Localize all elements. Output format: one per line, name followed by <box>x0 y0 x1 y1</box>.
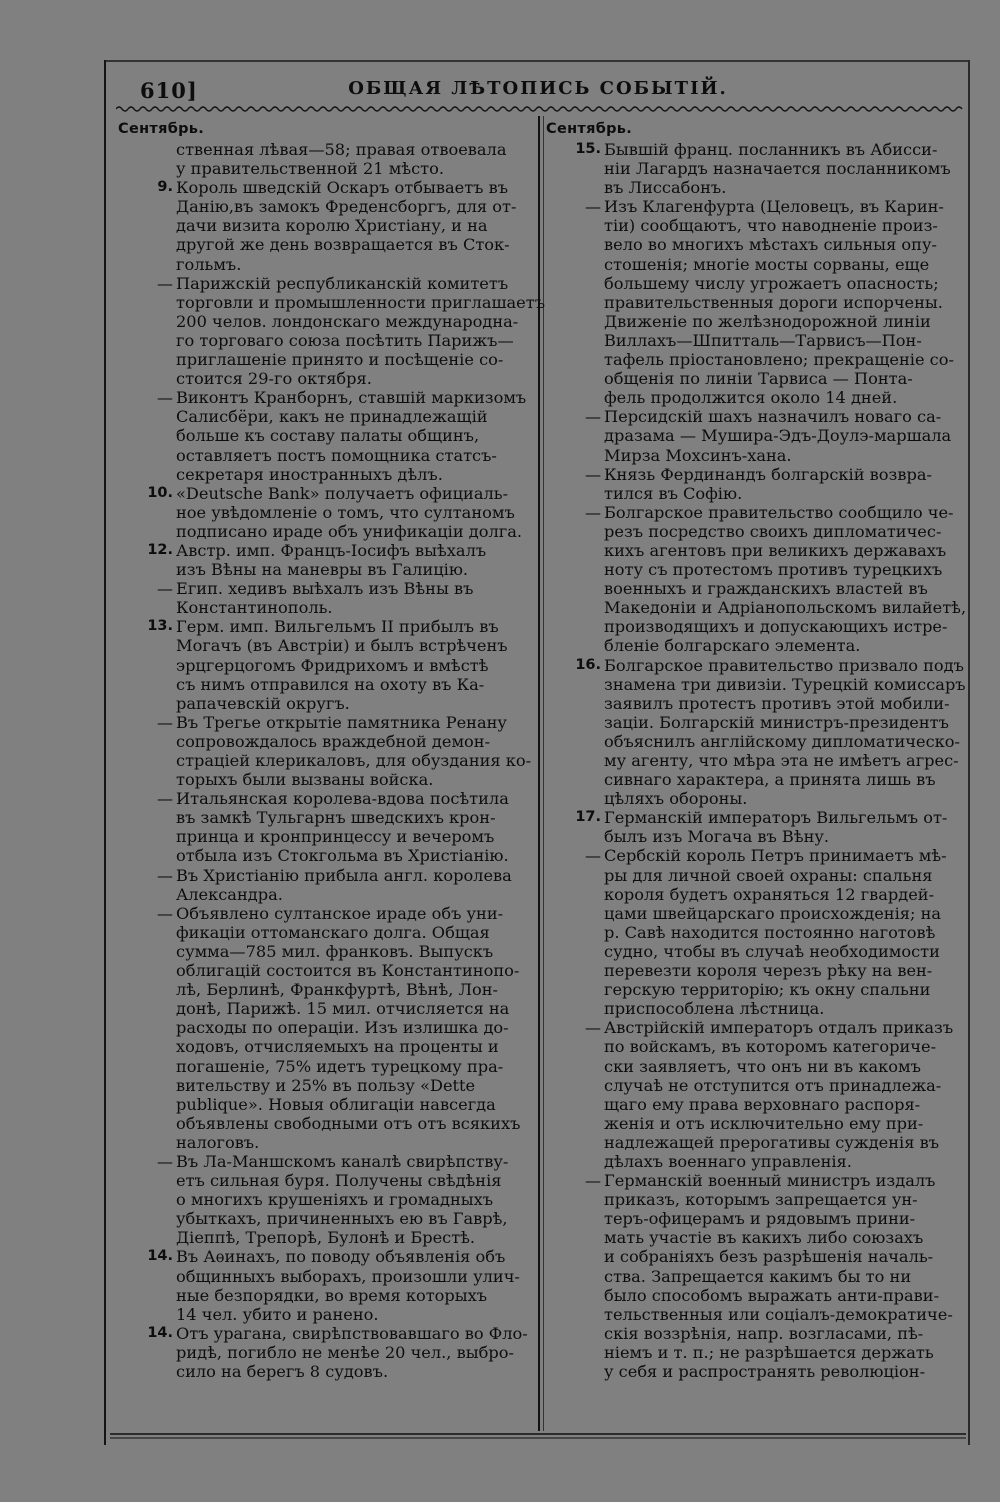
text-line: женія и отъ исключительно ему при- <box>604 1113 924 1133</box>
chronicle-entry <box>546 140 964 197</box>
entry-text <box>604 197 964 407</box>
text-line: Александра. <box>176 884 283 904</box>
text-line: отбыла изъ Стокгольма въ Христіанію. <box>176 846 509 866</box>
month-label: Сентябрь. <box>546 121 633 137</box>
text-line: Парижскій республиканскій комитетъ <box>176 273 509 293</box>
text-line: изъ Вѣны на маневры въ Галицію. <box>176 560 469 580</box>
chronicle-entry <box>118 541 538 579</box>
entry-date: 12. <box>147 541 173 558</box>
text-line: Егип. хедивъ выѣхалъ изъ Вѣны въ <box>176 579 474 599</box>
text-line: Болгарское правительство призвало подъ <box>604 655 964 675</box>
text-line: Македоніи и Адріанопольскомъ вилайетѣ, <box>604 598 967 618</box>
text-line: судно, чтобы въ случаѣ необходимости <box>604 941 940 961</box>
entry-date: 14. <box>147 1324 173 1341</box>
entry-dash: — <box>157 903 173 923</box>
text-line: налоговъ. <box>176 1132 260 1152</box>
text-line: ридѣ, погибло не менѣе 20 чел., выбро- <box>176 1342 514 1362</box>
chronicle-entry <box>546 808 964 846</box>
chronicle-entry <box>118 1324 538 1381</box>
entry-text <box>176 484 538 541</box>
entry-dash: — <box>585 502 601 522</box>
entry-text <box>604 1018 964 1171</box>
text-line: Въ Трегье открытіе памятника Ренану <box>176 712 507 732</box>
page-header <box>110 74 966 104</box>
text-line: сивнаго характера, а принята лишь въ <box>604 770 936 790</box>
entry-text <box>604 846 964 1018</box>
chronicle-entry <box>118 713 538 789</box>
text-line: Діеппѣ, Трепорѣ, Булонѣ и Брестѣ. <box>176 1228 476 1248</box>
entry-date: 13. <box>147 618 173 635</box>
text-line: «Deutsche Bank» получаетъ официаль- <box>176 483 509 503</box>
text-line: Король шведскій Оскаръ отбываетъ въ <box>176 178 509 198</box>
entry-text <box>176 789 538 865</box>
text-line: дразама — Мушира-Эдъ-Доулэ-маршала <box>604 426 952 446</box>
entry-dash: — <box>157 789 173 809</box>
entry-dash: — <box>585 1018 601 1038</box>
text-line: былъ изъ Могача въ Вѣну. <box>604 827 830 847</box>
text-line: подписано ираде объ унификаціи долга. <box>176 521 523 541</box>
entry-text <box>176 274 545 389</box>
text-line: р. Савѣ находится постоянно наготовѣ <box>604 922 936 942</box>
text-line: Итальянская королева-вдова посѣтила <box>176 789 509 809</box>
text-line: Германскій императоръ Вильгельмъ от- <box>604 808 948 828</box>
text-line: Герм. имп. Вильгельмъ II прибылъ въ <box>176 617 499 637</box>
chronicle-entry <box>118 388 538 483</box>
text-line: ніемъ и т. п.; не разрѣшается держать <box>604 1342 934 1362</box>
entry-text <box>176 904 538 1152</box>
text-line: заціи. Болгарскій министръ-президентъ <box>604 712 949 732</box>
text-line: страціей клерикаловъ, для обуздания ко- <box>176 751 532 770</box>
chronicle-entry <box>118 1247 538 1323</box>
text-line: было способомъ выражать анти-прави- <box>604 1285 940 1305</box>
text-line: вительству и 25% въ пользу «Dette <box>176 1075 476 1095</box>
chronicle-entry <box>546 465 964 503</box>
text-line: Въ Христіанію прибыла англ. королева <box>176 865 512 885</box>
entry-date: 9. <box>157 179 173 196</box>
text-line: Движеніе по желѣзнодорожной линіи <box>604 311 931 331</box>
chronicle-entry <box>118 866 538 904</box>
chronicle-entry <box>118 904 538 1152</box>
text-line: оставляетъ постъ помощника статсъ- <box>176 445 497 465</box>
text-line: общинныхъ выборахъ, произошли улич- <box>176 1266 520 1286</box>
text-line: эрцгерцогомъ Фридрихомъ и вмѣстѣ <box>176 655 489 675</box>
text-line: больше къ составу палаты общинъ, <box>176 426 480 446</box>
text-line: Въ Аѳинахъ, по поводу объявленія объ <box>176 1247 506 1267</box>
entry-dash: — <box>157 712 173 732</box>
chronicle-entry <box>546 1171 964 1381</box>
text-line: стошенія; многіе мосты сорваны, еще <box>604 254 930 274</box>
text-line: publique». Новыя облигаціи навсегда <box>176 1094 496 1114</box>
text-line: вело во многихъ мѣстахъ сильныя опу- <box>604 235 937 255</box>
text-line: другой же день возвращается въ Сток- <box>176 235 510 255</box>
right-column <box>546 118 967 1381</box>
text-line: надлежащей прерогативы сужденія въ <box>604 1132 939 1152</box>
entry-dash: — <box>585 846 601 866</box>
text-line: съ нимъ отправился на охоту въ Ка- <box>176 674 485 694</box>
text-line: ноту съ протестомъ противъ турецкихъ <box>604 560 943 580</box>
text-line: торыхъ были вызваны войска. <box>176 770 434 790</box>
text-line: му агенту, что мѣра эта не имѣетъ агрес- <box>604 751 959 770</box>
text-line: объявлены свободными отъ отъ всякихъ <box>176 1113 521 1133</box>
text-line: облигацій состоится въ Константинопо- <box>176 961 520 981</box>
chronicle-entry <box>546 502 967 656</box>
chronicle-entry <box>546 656 964 809</box>
text-line: Салисбёри, какъ не принадлежащій <box>176 407 488 427</box>
entry-date: 14. <box>147 1248 173 1265</box>
entry-text <box>604 465 964 503</box>
text-line: тафель пріостановлено; прекращеніе со- <box>604 350 954 370</box>
bottom-double-rule <box>110 1432 966 1440</box>
text-line: фикаціи оттоманскаго долга. Общая <box>176 922 490 942</box>
text-line: щаго ему права верховнаго распоря- <box>604 1094 921 1114</box>
chronicle-entry <box>546 846 964 1018</box>
entry-text <box>604 407 964 464</box>
left-column <box>118 118 546 1381</box>
text-line: 200 челов. лондонскаго международна- <box>176 311 519 331</box>
text-line: стоится 29-го октября. <box>176 369 372 389</box>
text-line: Отъ урагана, свирѣпствовавшаго во Фло- <box>176 1323 528 1343</box>
text-line: донѣ, Парижѣ. 15 мил. отчисляется на <box>176 999 510 1019</box>
text-line: резъ посредство своихъ дипломатичес- <box>604 521 942 541</box>
frame-left-border <box>104 60 106 1445</box>
chronicle-entry <box>118 140 538 178</box>
text-line: у правительственной 21 мѣсто. <box>176 159 444 179</box>
entry-dash: — <box>157 1151 173 1171</box>
chronicle-entry <box>546 1018 964 1171</box>
text-line: Австр. имп. Францъ-Іосифъ выѣхалъ <box>176 540 487 560</box>
text-line: рапачевскій округъ. <box>176 693 350 713</box>
entry-date: 17. <box>575 809 601 826</box>
text-line: фель продолжится около 14 дней. <box>604 388 898 408</box>
text-line: общенія по линіи Тарвиса — Понта- <box>604 369 913 389</box>
entry-text <box>604 656 966 809</box>
text-line: сопровождалось враждебной демон- <box>176 731 491 751</box>
text-line: о многихъ крушеніяхъ и громадныхъ <box>176 1190 494 1210</box>
entry-text <box>176 1152 538 1247</box>
text-line: принца и кронпринцессу и вечеромъ <box>176 827 495 847</box>
text-line: секретаря иностранныхъ дѣлъ. <box>176 464 443 484</box>
text-line: объяснилъ англійскому дипломатическо- <box>604 731 960 751</box>
text-line: знамена три дивизіи. Турецкій комиссаръ <box>604 674 966 694</box>
entry-text <box>176 866 538 904</box>
entry-text <box>604 503 966 656</box>
text-line: большему числу угрожаетъ опасность; <box>604 273 939 293</box>
text-line: заявилъ протестъ противъ этой мобили- <box>604 693 950 713</box>
entry-dash: — <box>157 273 173 293</box>
entry-dash: — <box>585 1171 601 1191</box>
text-line: ски заявляетъ, что онъ ни въ какомъ <box>604 1056 921 1076</box>
chronicle-entry <box>118 178 538 273</box>
entry-text <box>176 388 538 483</box>
text-line: приказъ, которымъ запрещается ун- <box>604 1190 918 1210</box>
text-line: убыткахъ, причиненныхъ ею въ Гаврѣ, <box>176 1209 508 1229</box>
text-line: въ замкѣ Тульгарнъ шведскихъ крон- <box>176 808 496 828</box>
text-line: военныхъ и гражданскихъ властей въ <box>604 579 928 599</box>
text-line: торговли и промышленности приглашаетъ <box>176 292 546 312</box>
text-line: Объявлено султанское ираде объ уни- <box>176 903 504 923</box>
text-line: Мирза Мохсинъ-хана. <box>604 445 792 465</box>
text-line: теръ-офицерамъ и рядовымъ прини- <box>604 1209 916 1229</box>
text-line: Константинополь. <box>176 598 333 618</box>
text-line: расходы по операціи. Изъ излишка до- <box>176 1018 509 1038</box>
entry-date: 15. <box>575 141 601 157</box>
text-line: Виллахъ—Шпитталь—Тарвисъ—Пон- <box>604 330 922 350</box>
entry-date: 16. <box>575 656 601 673</box>
text-line: ственная лѣвая—58; правая отвоевала <box>176 140 507 159</box>
chronicle-entry <box>546 407 964 464</box>
text-line: Князь Фердинандъ болгарскій возвра- <box>604 464 932 484</box>
page-title: ОБЩАЯ ЛѢТОПИСЬ СОБЫТІЙ. <box>348 78 728 99</box>
text-line: ры для личной своей охраны: спальня <box>604 865 933 885</box>
text-line: Австрійскій императоръ отдалъ приказъ <box>604 1018 954 1038</box>
text-line: етъ сильная буря. Получены свѣдѣнія <box>176 1171 502 1191</box>
text-line: дѣлахъ военнаго управленія. <box>604 1151 852 1171</box>
text-line: Виконтъ Кранборнъ, ставшій маркизомъ <box>176 388 527 408</box>
chronicle-entry <box>118 617 538 712</box>
text-line: мать участіе въ какихъ либо союзахъ <box>604 1228 924 1248</box>
text-line: перевезти короля черезъ рѣку на вен- <box>604 961 933 981</box>
entry-text <box>176 617 538 712</box>
chronicle-entry <box>118 579 538 617</box>
text-line: у себя и распространять революціон- <box>604 1362 926 1381</box>
entry-dash: — <box>157 579 173 599</box>
frame-right-border <box>968 60 970 1445</box>
text-line: сумма—785 мил. франковъ. Выпускъ <box>176 941 494 961</box>
frame-top-border <box>104 60 970 62</box>
chronicle-entry <box>118 484 538 541</box>
chronicle-entry <box>118 1152 538 1247</box>
entry-text <box>176 1324 538 1381</box>
text-line: погашеніе, 75% идетъ турецкому пра- <box>176 1056 504 1076</box>
entry-dash: — <box>585 464 601 484</box>
text-line: Персидскій шахъ назначилъ новаго са- <box>604 407 942 427</box>
text-line: гольмъ. <box>176 254 242 274</box>
text-line: тіи) сообщаютъ, что наводненіе произ- <box>604 216 938 236</box>
entry-text <box>176 713 538 789</box>
entry-dash: — <box>585 197 601 217</box>
text-line: производящихъ и допускающихъ истре- <box>604 617 948 637</box>
chronicle-entry <box>546 197 964 407</box>
entry-dash: — <box>585 407 601 427</box>
text-line: сило на берегъ 8 судовъ. <box>176 1362 389 1381</box>
text-line: короля будетъ охраняться 12 гвардей- <box>604 884 935 904</box>
text-line: тельственныя или соціалъ-демократиче- <box>604 1304 953 1324</box>
entry-dash: — <box>157 388 173 408</box>
entry-text <box>604 1171 964 1381</box>
text-line: ходовъ, отчисляемыхъ на проценты и <box>176 1037 499 1057</box>
entry-text <box>604 140 964 197</box>
text-line: приглашеніе принято и посѣщеніе со- <box>176 350 504 370</box>
page-number: 610] <box>140 78 198 103</box>
text-line: герскую территорію; къ окну спальни <box>604 980 931 1000</box>
text-line: скія воззрѣнія, напр. возгласами, пѣ- <box>604 1323 924 1343</box>
text-line: Изъ Клагенфурта (Целовецъ, въ Карин- <box>604 197 944 217</box>
text-line: Германскій военный министръ издалъ <box>604 1171 936 1191</box>
text-line: цами швейцарскаго происхожденія; на <box>604 903 942 923</box>
header-wavy-rule <box>116 104 966 114</box>
chronicle-entry <box>118 789 538 865</box>
text-line: кихъ агентовъ при великихъ державахъ <box>604 540 947 560</box>
text-line: Въ Ла-Маншскомъ каналѣ свирѣпству- <box>176 1151 509 1171</box>
text-line: лѣ, Берлинѣ, Франкфуртѣ, Вѣнѣ, Лон- <box>176 980 499 1000</box>
text-line: Сербскій король Петръ принимаетъ мѣ- <box>604 846 947 866</box>
text-line: правительственныя дороги испорчены. <box>604 292 943 312</box>
text-line: дачи визита королю Христіану, и на <box>176 216 488 236</box>
entry-text <box>176 178 538 273</box>
text-line: ніи Лагардъ назначается посланникомъ <box>604 159 951 179</box>
text-line: ства. Запрещается какимъ бы то ни <box>604 1266 912 1286</box>
entry-text <box>176 1247 538 1323</box>
chronicle-entry <box>118 273 546 389</box>
text-line: ное увѣдомленіе о томъ, что султаномъ <box>176 502 515 522</box>
text-line: Могачъ (въ Австріи) и былъ встрѣченъ <box>176 636 508 656</box>
text-line: Болгарское правительство сообщило че- <box>604 502 954 522</box>
entry-dash: — <box>157 865 173 885</box>
month-label: Сентябрь. <box>118 121 205 137</box>
text-line: приспособлена лѣстница. <box>604 999 825 1019</box>
text-line: по войскамъ, въ которомъ категориче- <box>604 1037 937 1057</box>
text-line: 14 чел. убито и ранено. <box>176 1304 379 1324</box>
entry-text <box>176 140 538 178</box>
entry-text <box>604 808 964 846</box>
text-line: и собраніяхъ безъ разрѣшенія началь- <box>604 1247 934 1267</box>
text-line: тился въ Софію. <box>604 483 743 503</box>
text-line: бленіе болгарскаго элемента. <box>604 636 861 656</box>
text-line: Бывшій франц. посланникъ въ Абисси- <box>604 140 938 159</box>
text-line: ные безпорядки, во время которыхъ <box>176 1285 488 1305</box>
entry-date: 10. <box>147 484 173 501</box>
text-line: Данію,въ замокъ Фреденсборгъ, для от- <box>176 197 517 217</box>
text-line: го торговаго союза посѣтить Парижъ— <box>176 330 514 350</box>
entry-text <box>176 579 538 617</box>
entry-text <box>176 541 538 579</box>
text-line: случаѣ не отступится отъ принадлежа- <box>604 1075 942 1095</box>
text-line: въ Лиссабонъ. <box>604 178 727 198</box>
text-line: цѣляхъ обороны. <box>604 789 748 809</box>
